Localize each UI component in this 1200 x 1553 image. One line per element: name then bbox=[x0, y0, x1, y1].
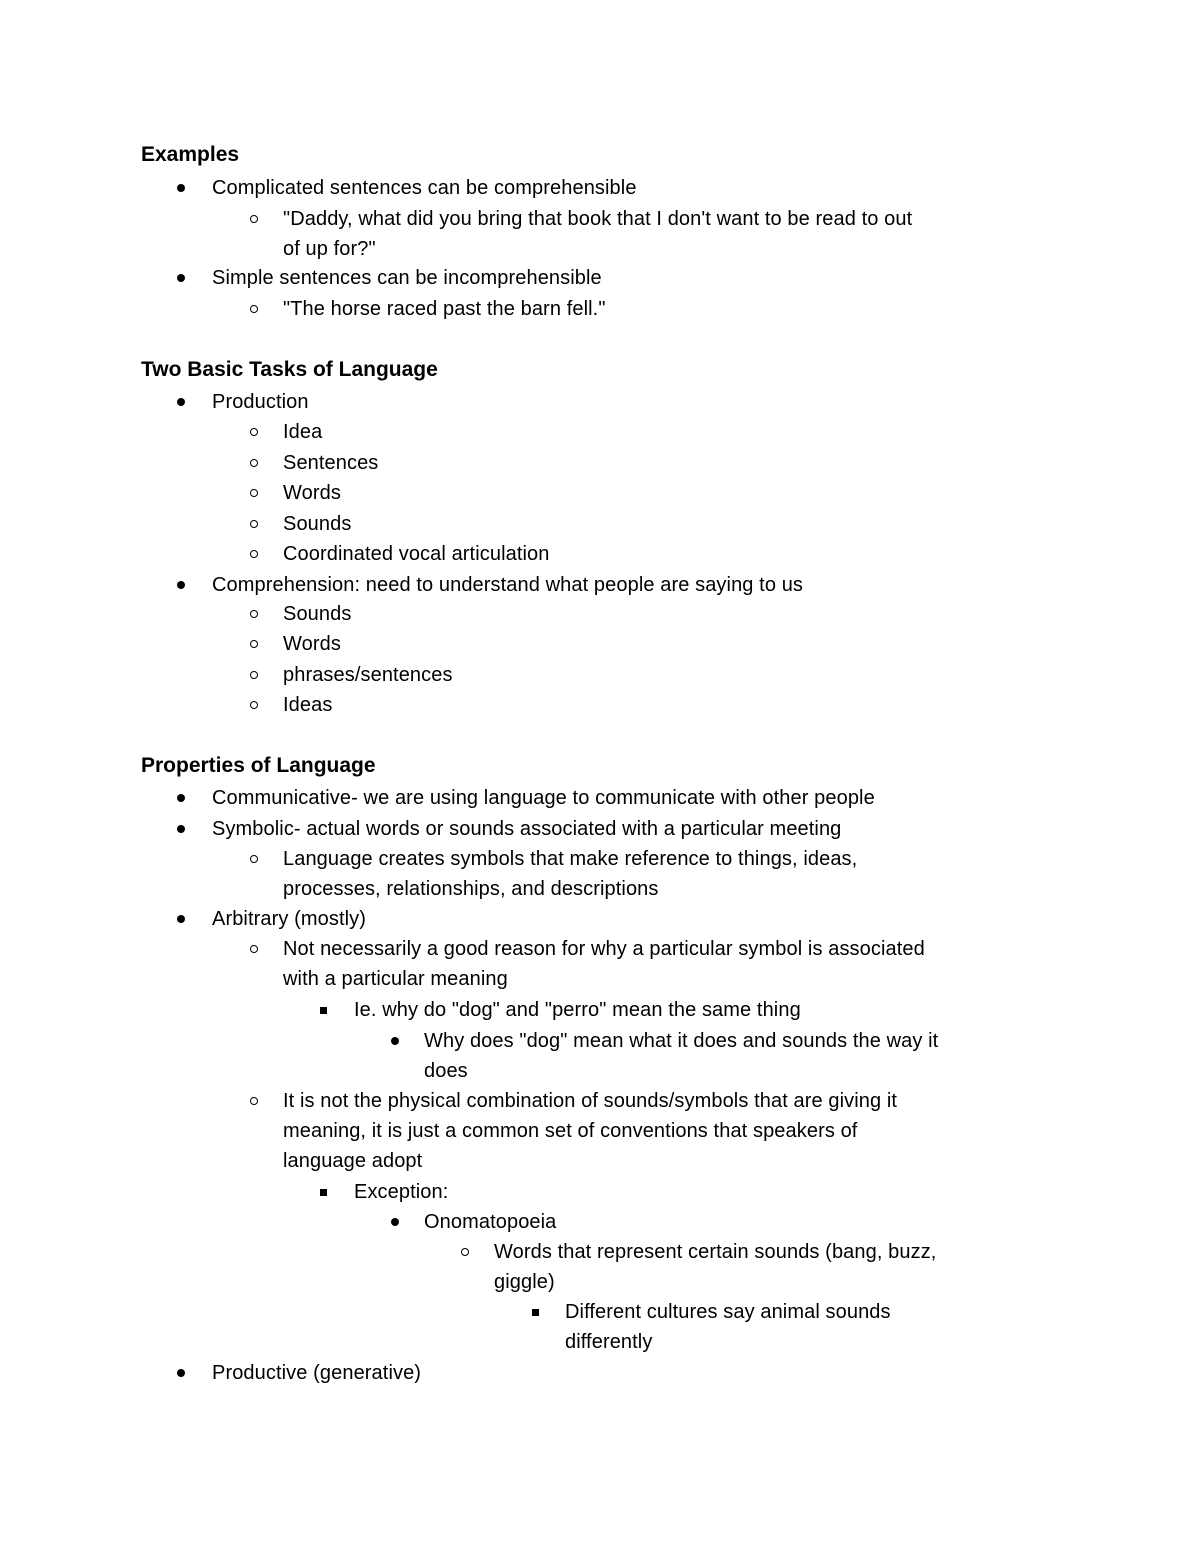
list-item-continuation: language adopt bbox=[283, 1150, 423, 1172]
list-item-continuation: meaning, it is just a common set of conventions that speakers of bbox=[283, 1120, 858, 1142]
list-item: Complicated sentences can be comprehensible bbox=[212, 177, 637, 199]
list-item: Productive (generative) bbox=[212, 1362, 422, 1384]
list-item-continuation: differently bbox=[565, 1331, 653, 1353]
list-item-continuation: processes, relationships, and descriptions bbox=[283, 878, 659, 900]
list-item: Sounds bbox=[283, 603, 352, 625]
section-heading-properties: Properties of Language bbox=[141, 754, 376, 777]
list-item: Simple sentences can be incomprehensible bbox=[212, 267, 602, 289]
section-heading-two-basic-tasks: Two Basic Tasks of Language bbox=[141, 358, 438, 381]
list-item: Ideas bbox=[283, 694, 333, 716]
list-item: Why does "dog" mean what it does and sounds the way it bbox=[424, 1030, 939, 1052]
list-item: Onomatopoeia bbox=[424, 1211, 557, 1233]
list-item: Arbitrary (mostly) bbox=[212, 908, 367, 930]
list-item: Words that represent certain sounds (bang, buzz, bbox=[494, 1241, 937, 1263]
list-item: "Daddy, what did you bring that book that I don't want to be read to out bbox=[283, 208, 913, 230]
list-item: "The horse raced past the barn fell." bbox=[283, 298, 606, 320]
list-item: Sentences bbox=[283, 452, 379, 474]
section-heading-examples: Examples bbox=[141, 143, 240, 166]
list-item-continuation: giggle) bbox=[494, 1271, 555, 1293]
list-item: Words bbox=[283, 482, 341, 504]
list-item: Comprehension: need to understand what people are saying to us bbox=[212, 574, 804, 596]
list-item-continuation: with a particular meaning bbox=[283, 968, 508, 990]
list-item: Coordinated vocal articulation bbox=[283, 543, 550, 565]
list-item: Ie. why do "dog" and "perro" mean the same thing bbox=[354, 999, 801, 1021]
list-item: It is not the physical combination of sounds/symbols that are giving it bbox=[283, 1090, 898, 1112]
list-item-continuation: of up for?" bbox=[283, 238, 376, 260]
list-item: Exception: bbox=[354, 1181, 449, 1203]
list-item: Language creates symbols that make reference to things, ideas, bbox=[283, 848, 858, 870]
list-item: Symbolic- actual words or sounds associated with a particular meeting bbox=[212, 818, 842, 840]
list-item: Not necessarily a good reason for why a particular symbol is associated bbox=[283, 938, 925, 960]
list-item-continuation: does bbox=[424, 1060, 468, 1082]
list-item: Words bbox=[283, 633, 341, 655]
list-item: Communicative- we are using language to communicate with other people bbox=[212, 787, 875, 809]
list-item: Production bbox=[212, 391, 309, 413]
list-item: Different cultures say animal sounds bbox=[565, 1301, 891, 1323]
list-item: Idea bbox=[283, 421, 323, 443]
list-item: phrases/sentences bbox=[283, 664, 453, 686]
list-item: Sounds bbox=[283, 513, 352, 535]
